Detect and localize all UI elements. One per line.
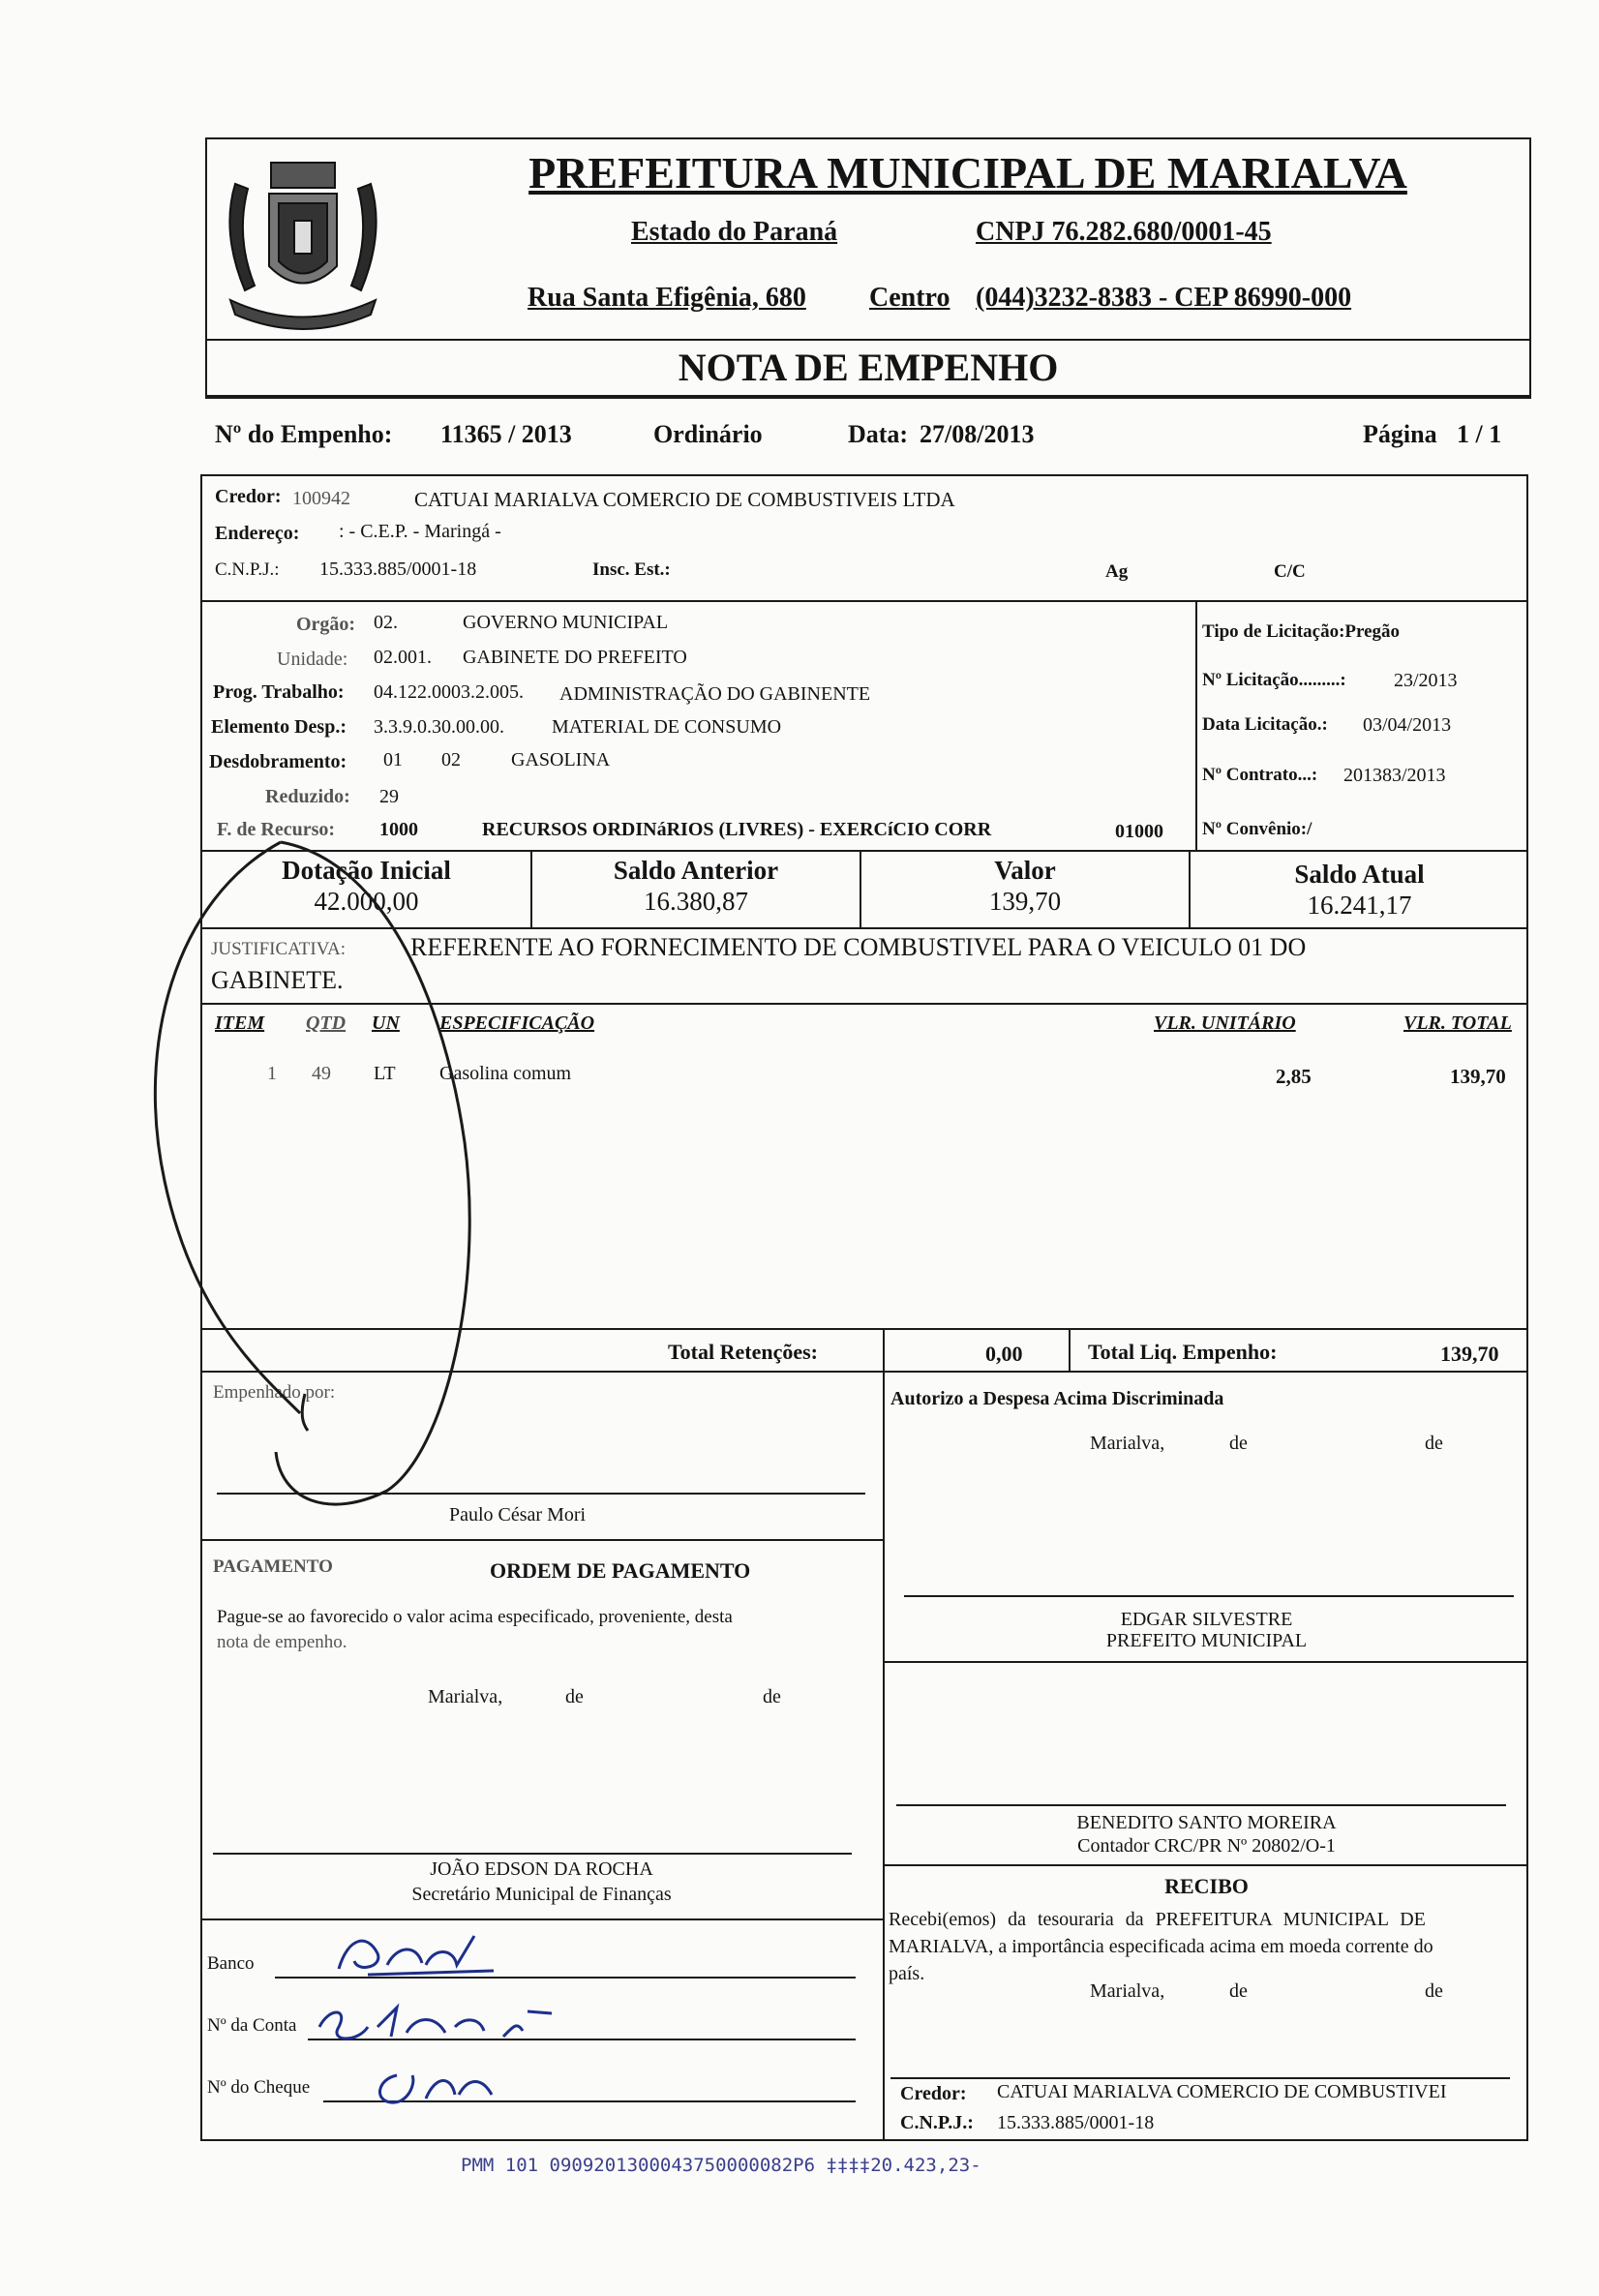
- licitacao-number-label: Nº Licitação.........:: [1202, 670, 1346, 690]
- saldo-anterior-label: Saldo Anterior: [613, 856, 779, 885]
- credor-cnpj-value: 15.333.885/0001-18: [319, 559, 477, 580]
- justificativa-text-1: REFERENTE AO FORNECIMENTO DE COMBUSTIVEL PARA O VEICULO 01 DO: [410, 933, 1307, 961]
- contador-name: BENEDITO SANTO MOREIRA: [1076, 1812, 1337, 1833]
- elemento-code: 3.3.9.0.30.00.00.: [374, 716, 504, 738]
- unidade-name: GABINETE DO PREFEITO: [463, 647, 687, 668]
- desdobramento-code-2: 02: [441, 749, 461, 770]
- header-title: PREFEITURA MUNICIPAL DE MARIALVA: [528, 148, 1407, 197]
- orgao-name: GOVERNO MUNICIPAL: [463, 612, 669, 633]
- handwritten-signature-cheque: [368, 2056, 503, 2110]
- fonte-recurso-name: RECURSOS ORDINáRIOS (LIVRES) - EXERCíCIO CORR: [482, 819, 992, 840]
- col-un-header: UN: [372, 1012, 400, 1034]
- contrato-value: 201383/2013: [1343, 765, 1446, 786]
- licitacao-date: 03/04/2013: [1363, 714, 1452, 736]
- prog-name: ADMINISTRAÇÃO DO GABINENTE: [559, 683, 871, 705]
- endereco-label: Endereço:: [215, 523, 300, 544]
- header-phone-cep: (044)3232-8383 - CEP 86990-000: [976, 283, 1352, 313]
- empenhado-name: Paulo César Mori: [449, 1504, 587, 1526]
- prefeito-title: PREFEITO MUNICIPAL: [1105, 1630, 1308, 1651]
- page-label: Página: [1363, 420, 1437, 448]
- empenho-number: 11365 / 2013: [440, 420, 572, 448]
- dotacao-label: Dotação Inicial: [282, 856, 451, 885]
- elemento-label: Elemento Desp.:: [211, 716, 347, 738]
- item-row-1-item: 1: [267, 1063, 277, 1084]
- tipo-licitacao: Tipo de Licitação:Pregão: [1202, 621, 1401, 642]
- mechanical-authentication: PMM 101 0909201300043750000082P6 ‡‡‡‡20.423,23-: [461, 2155, 981, 2176]
- handwritten-signature-banco: [329, 1926, 503, 1980]
- header-district: Centro: [869, 283, 950, 313]
- credor-name: CATUAI MARIALVA COMERCIO DE COMBUSTIVEIS LTDA: [414, 488, 955, 511]
- credor-label: Credor:: [215, 486, 282, 507]
- conta-label: Nº da Conta: [207, 2015, 297, 2036]
- item-row-1-un: LT: [374, 1063, 396, 1084]
- col-qtd-header: QTD: [306, 1012, 347, 1034]
- retencoes-value: 0,00: [985, 1342, 1023, 1366]
- secretario-title: Secretário Municipal de Finanças: [411, 1884, 672, 1905]
- unidade-label: Unidade:: [277, 649, 348, 670]
- recibo-credor-value: CATUAI MARIALVA COMERCIO DE COMBUSTIVEI: [997, 2081, 1447, 2102]
- credor-cnpj-label: C.N.P.J.:: [215, 559, 280, 580]
- saldo-atual-value: 16.241,17: [1307, 891, 1412, 920]
- empenhado-por-label: Empenhado por:: [213, 1382, 336, 1403]
- recibo-text-1: Recebi(emos) da tesouraria da PREFEITURA MUNICIPAL DE: [889, 1909, 1426, 1930]
- contrato-label: Nº Contrato...:: [1202, 765, 1318, 785]
- insc-est-label: Insc. Est.:: [592, 559, 671, 580]
- justificativa-label: JUSTIFICATIVA:: [211, 939, 347, 959]
- endereco-value: : - C.E.P. - Maringá -: [339, 521, 501, 542]
- empenho-type: Ordinário: [653, 420, 763, 448]
- cc-label: C/C: [1274, 561, 1306, 582]
- prefeito-signature-line: [904, 1595, 1514, 1597]
- item-row-1-unit: 2,85: [1276, 1065, 1312, 1088]
- empenho-date-label: Data:: [848, 420, 909, 448]
- col-unit-price-header: VLR. UNITÁRIO: [1154, 1012, 1296, 1034]
- fonte-recurso-code: 1000: [379, 819, 418, 840]
- autorizo-city: Marialva,: [1090, 1433, 1165, 1454]
- pagamento-de-1: de: [565, 1686, 584, 1707]
- doc-title: NOTA DE EMPENHO: [678, 346, 1059, 389]
- recibo-de-1: de: [1229, 1980, 1248, 2002]
- recibo-de-2: de: [1425, 1980, 1443, 2002]
- valor-label: Valor: [994, 856, 1056, 885]
- pagamento-label: PAGAMENTO: [213, 1556, 333, 1577]
- handwritten-signature-conta: [310, 1998, 561, 2048]
- liq-empenho-label: Total Liq. Empenho:: [1088, 1340, 1278, 1364]
- prog-code: 04.122.0003.2.005.: [374, 681, 524, 703]
- liq-empenho-value: 139,70: [1440, 1342, 1499, 1366]
- pagamento-text-1: Pague-se ao favorecido o valor acima especificado, proveniente, desta: [217, 1607, 733, 1627]
- cheque-label: Nº do Cheque: [207, 2077, 311, 2098]
- recibo-credor-label: Credor:: [900, 2083, 967, 2104]
- item-row-1-qtd: 49: [312, 1063, 331, 1084]
- prefeito-name: EDGAR SILVESTRE: [1120, 1609, 1293, 1630]
- handwritten-oval-mark: [136, 832, 639, 1529]
- justificativa-text-2: GABINETE.: [211, 966, 344, 994]
- item-row-1-spec: Gasolina comum: [439, 1063, 572, 1084]
- recibo-cnpj-value: 15.333.885/0001-18: [997, 2112, 1155, 2133]
- convenio: Nº Convênio:/: [1202, 819, 1312, 839]
- orgao-label: Orgão:: [296, 614, 356, 635]
- header-cnpj: CNPJ 76.282.680/0001-45: [976, 217, 1272, 247]
- page-number: 1 / 1: [1457, 420, 1502, 448]
- dotacao-value: 42.000,00: [314, 887, 419, 916]
- saldo-anterior-value: 16.380,87: [644, 887, 748, 916]
- reduzido-label: Reduzido:: [265, 786, 350, 807]
- banco-label: Banco: [207, 1953, 255, 1974]
- col-total-header: VLR. TOTAL: [1403, 1012, 1512, 1034]
- unidade-code: 02.001.: [374, 647, 432, 668]
- recibo-text-3: país.: [889, 1963, 925, 1984]
- empenho-date: 27/08/2013: [920, 420, 1035, 448]
- elemento-name: MATERIAL DE CONSUMO: [552, 716, 782, 738]
- credor-code: 100942: [292, 488, 350, 509]
- valor-value: 139,70: [988, 887, 1062, 916]
- autorizo-de-1: de: [1229, 1433, 1248, 1454]
- recibo-title: RECIBO: [1164, 1874, 1249, 1898]
- secretario-signature-line: [213, 1853, 852, 1855]
- reduzido-value: 29: [379, 786, 399, 807]
- recibo-text-2: MARIALVA, a importância especificada acima em moeda corrente do: [889, 1936, 1433, 1957]
- fonte-recurso-label: F. de Recurso:: [217, 819, 336, 840]
- header-state: Estado do Paraná: [631, 217, 838, 247]
- orgao-code: 02.: [374, 612, 398, 633]
- contador-title: Contador CRC/PR Nº 20802/O-1: [1077, 1835, 1336, 1857]
- desdobramento-name: GASOLINA: [511, 749, 611, 770]
- col-item-header: ITEM: [215, 1012, 265, 1034]
- ordem-pagamento-title: ORDEM DE PAGAMENTO: [490, 1558, 751, 1583]
- autorizo-text: Autorizo a Despesa Acima Discriminada: [890, 1388, 1224, 1409]
- retencoes-label: Total Retenções:: [668, 1340, 818, 1364]
- pagamento-de-2: de: [763, 1686, 781, 1707]
- pagamento-text-2: nota de empenho.: [217, 1632, 347, 1652]
- autorizo-de-2: de: [1425, 1433, 1443, 1454]
- desdobramento-label: Desdobramento:: [209, 751, 347, 772]
- fonte-recurso-code-2: 01000: [1115, 821, 1163, 842]
- saldo-atual-label: Saldo Atual: [1294, 860, 1425, 889]
- pagamento-city: Marialva,: [428, 1686, 503, 1707]
- ag-label: Ag: [1105, 561, 1129, 582]
- col-spec-header: ESPECIFICAÇÃO: [439, 1012, 595, 1034]
- contador-signature-line: [896, 1804, 1506, 1806]
- licitacao-date-label: Data Licitação.:: [1202, 714, 1328, 735]
- coat-of-arms-emblem: [211, 145, 395, 339]
- header-address: Rua Santa Efigênia, 680: [528, 283, 806, 313]
- empenho-number-label: Nº do Empenho:: [215, 420, 393, 448]
- item-row-1-total: 139,70: [1450, 1065, 1506, 1088]
- recibo-cnpj-label: C.N.P.J.:: [900, 2112, 974, 2133]
- recibo-city: Marialva,: [1090, 1980, 1165, 2002]
- licitacao-number: 23/2013: [1394, 670, 1458, 691]
- prog-label: Prog. Trabalho:: [213, 681, 345, 703]
- secretario-name: JOÃO EDSON DA ROCHA: [430, 1858, 653, 1880]
- desdobramento-code-1: 01: [383, 749, 403, 770]
